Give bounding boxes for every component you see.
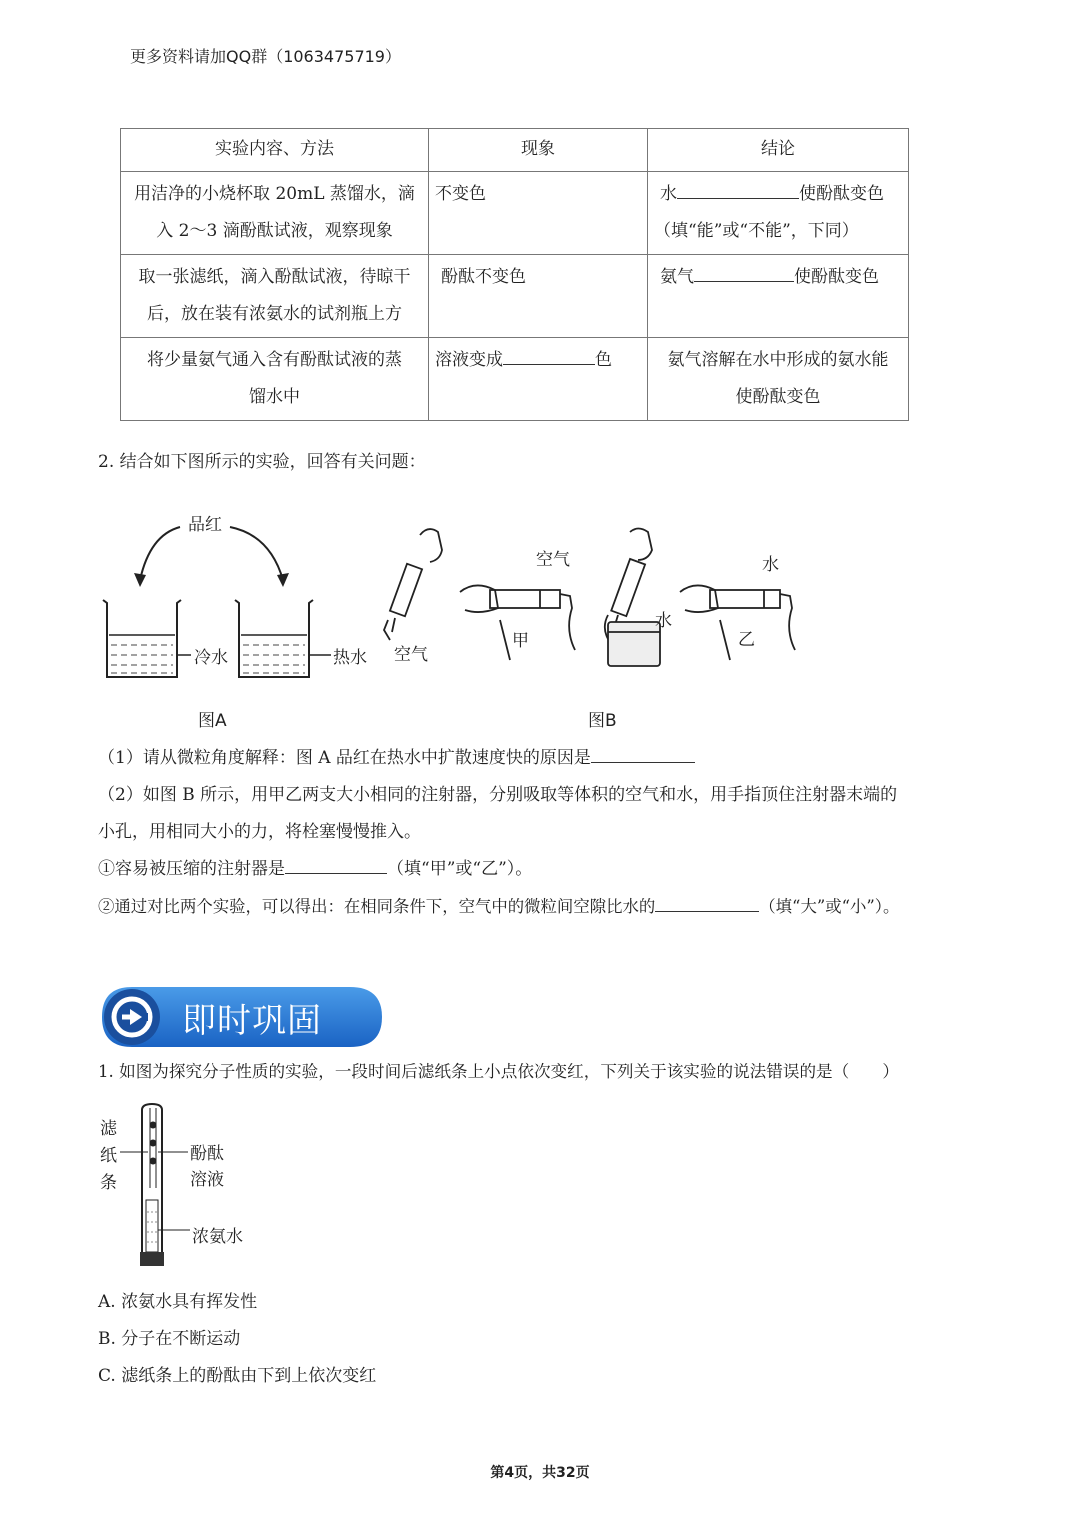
table-header-conclusion: 结论 [648,129,909,172]
table-header-phenomenon: 现象 [429,129,648,172]
row1-conclusion-line2: （填“能”或“不能”，下同） [654,221,859,241]
row2-conclusion [648,255,909,338]
figb-water-label: 水 [655,611,672,631]
figa-cold-label: 冷水 [194,648,228,668]
tube-label-paper-3: 条 [100,1173,117,1193]
row3-phenomenon-post: 色 [595,350,612,370]
option-b[interactable]: B. 分子在不断运动 [98,1329,241,1349]
figure-b [380,520,810,680]
row3-phenomenon [429,338,648,421]
option-a[interactable]: A. 浓氨水具有挥发性 [98,1292,258,1312]
stopper-icon [140,1252,164,1266]
figa-caption: 图A [198,711,227,731]
ammonia-bottle-icon [146,1200,158,1252]
arrow-left-head [134,573,146,587]
q2-sub3-post: （填“甲”或“乙”）。 [387,859,533,879]
tube-label-ammonia: 浓氨水 [192,1227,243,1247]
row2-conclusion-post: 使酚酞变色 [794,267,879,287]
q2-sub1-text: （1）请从微粒角度解释：图 A 品红在热水中扩散速度快的原因是 [98,748,591,768]
q2-sub4-pre: ②通过对比两个实验，可以得出：在相同条件下，空气中的微粒间空隙比水的 [98,897,656,916]
q2-sub1 [98,740,695,777]
figb-jia-label: 甲 [512,631,529,651]
row1-conclusion-pre: 水 [660,184,677,204]
arrow-right-icon [230,527,283,580]
figb-air-label-top: 空气 [536,550,570,570]
tube-label-phenol-2: 溶液 [190,1170,224,1190]
row1-blank[interactable] [677,178,799,199]
figa-top-label: 品红 [188,515,222,535]
q2-sub3-pre: ①容易被压缩的注射器是 [98,859,285,879]
row1-phenomenon: 不变色 [429,172,648,255]
row1-method-line1: 用洁净的小烧杯取 20mL 蒸馏水，滴 [134,184,415,204]
tube-label-phenol [190,1141,224,1193]
q2-sub2-line2: 小孔，用相同大小的力，将栓塞慢慢推入。 [98,822,421,842]
row2-method [121,255,429,338]
row3-method-line1: 将少量氨气通入含有酚酞试液的蒸 [147,350,402,370]
row3-conclusion-line2: 使酚酞变色 [735,387,821,407]
row2-blank[interactable] [694,261,794,282]
q2-sub4 [98,888,899,925]
row2-method-line1: 取一张滤纸，滴入酚酞试液，待晾干 [138,267,411,287]
arrow-left-icon [140,527,180,580]
q2-sub3-blank[interactable] [285,853,387,874]
row1-method [121,172,429,255]
banner-text: 即时巩固 [182,1001,322,1041]
q2-sub4-blank[interactable] [655,891,759,912]
row3-conclusion-line1: 氨气溶解在水中形成的氨水能 [667,350,889,370]
beaker-hot-icon [235,600,331,677]
figb-yi-label: 乙 [738,630,755,650]
q2-sub3 [98,851,532,888]
row3-phenomenon-pre: 溶液变成 [435,350,503,370]
row1-conclusion [648,172,909,255]
q2-sub1-blank[interactable] [591,742,695,763]
table-row [121,338,909,421]
table-row [121,172,909,255]
row2-method-line2: 后，放在装有浓氨水的试剂瓶上方 [147,304,402,324]
row2-conclusion-pre: 氨气 [660,267,694,287]
row3-method-line2: 馏水中 [249,387,300,407]
tube-label-paper-2: 纸 [100,1146,117,1166]
q2-title: 2. 结合如下图所示的实验，回答有关问题： [98,452,426,472]
table-row [121,255,909,338]
syringe-water-draw-icon [605,529,660,667]
row1-conclusion-post: 使酚酞变色 [799,184,884,204]
tube-figure [120,1100,190,1275]
page-footer: 第4页，共32页 [490,1465,590,1481]
tube-label-phenol-1: 酚酞 [190,1144,224,1164]
arrow-right-head [277,573,289,587]
dot-icon [150,1158,157,1165]
q2-sub2-line1: （2）如图 B 所示，用甲乙两支大小相同的注射器，分别吸取等体积的空气和水，用手指顶住注射器末端的 [98,785,898,805]
header-text: 更多资料请加QQ群（1063475719） [130,47,401,66]
table-header-method: 实验内容、方法 [121,129,429,172]
dot-icon [150,1122,157,1129]
figb-air-label: 空气 [394,645,428,665]
q2-sub4-post: （填“大”或“小”）。 [759,897,900,916]
row3-conclusion [648,338,909,421]
q3-title: 1. 如图为探究分子性质的实验，一段时间后滤纸条上小点依次变红，下列关于该实验的说法错误的是（ ） [98,1062,900,1081]
row2-phenomenon: 酚酞不变色 [429,255,648,338]
figb-water-label-top: 水 [762,555,779,575]
experiment-table [120,128,909,421]
row1-method-line2: 入 2～3 滴酚酞试液，观察现象 [156,221,393,241]
figa-hot-label: 热水 [333,648,367,668]
tube-label-paper [100,1116,117,1197]
option-c[interactable]: C. 滤纸条上的酚酞由下到上依次变红 [98,1366,377,1386]
row3-blank[interactable] [503,344,595,365]
tube-label-paper-1: 滤 [100,1119,117,1139]
dot-icon [150,1140,157,1147]
beaker-cold-icon [103,600,191,677]
figb-caption: 图B [588,711,617,731]
syringe-air-draw-icon [384,529,442,640]
table-header-row [121,129,909,172]
row3-method [121,338,429,421]
